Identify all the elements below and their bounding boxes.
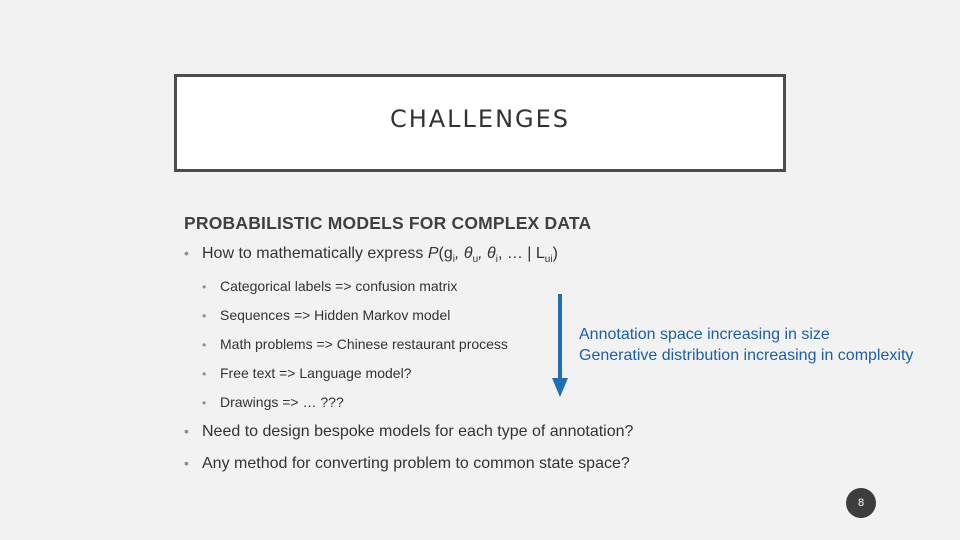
page-number-badge: 8 <box>846 488 876 518</box>
bullet-marker: • <box>202 396 207 410</box>
formula-part: ) <box>552 245 558 262</box>
bullet-marker: • <box>184 423 189 439</box>
formula-part: , θ <box>478 245 496 262</box>
probability-symbol: P <box>427 245 439 262</box>
formula-subscript: i <box>452 254 455 266</box>
formula-part: , … | L <box>497 245 545 262</box>
bullet-item <box>184 245 558 265</box>
sub-bullet-item <box>202 336 508 352</box>
formula-part: (g <box>438 245 453 262</box>
sub-bullet-text: Free text => Language model? <box>220 365 412 381</box>
sub-bullet-text: Math problems => Chinese restaurant process <box>220 336 508 352</box>
formula-subscript: ui <box>544 254 553 266</box>
sub-bullet-item <box>202 365 411 381</box>
section-heading: PROBABILISTIC MODELS FOR COMPLEX DATA <box>184 213 592 233</box>
bullet-marker: • <box>202 309 207 323</box>
bullet-text: Need to design bespoke models for each type of annotation? <box>202 423 634 440</box>
sub-bullet-item <box>202 307 450 323</box>
bullet-item <box>184 423 633 441</box>
bullet-marker: • <box>202 367 207 381</box>
slide-title: CHALLENGES <box>389 105 571 133</box>
bullet-item <box>184 455 630 473</box>
bullet-text: How to mathematically express <box>202 245 428 262</box>
formula-subscript: i <box>495 254 498 266</box>
title-box <box>174 74 786 172</box>
bullet-marker: • <box>184 455 189 471</box>
bullet-marker: • <box>202 280 207 294</box>
bullet-marker: • <box>184 245 189 261</box>
sub-bullet-text: Categorical labels => confusion matrix <box>220 278 458 294</box>
bullet-text: Any method for converting problem to common state space? <box>202 455 630 472</box>
sub-bullet-text: Drawings => … ??? <box>220 394 344 410</box>
sub-bullet-text: Sequences => Hidden Markov model <box>220 307 451 323</box>
annotation-line-complexity: Generative distribution increasing in complexity <box>579 347 914 364</box>
formula-part: , θ <box>455 245 473 262</box>
down-arrow-icon <box>549 294 571 398</box>
sub-bullet-item <box>202 394 344 410</box>
sub-bullet-item <box>202 278 457 294</box>
bullet-marker: • <box>202 338 207 352</box>
annotation-line-size: Annotation space increasing in size <box>579 326 830 343</box>
formula-subscript: u <box>472 254 479 266</box>
